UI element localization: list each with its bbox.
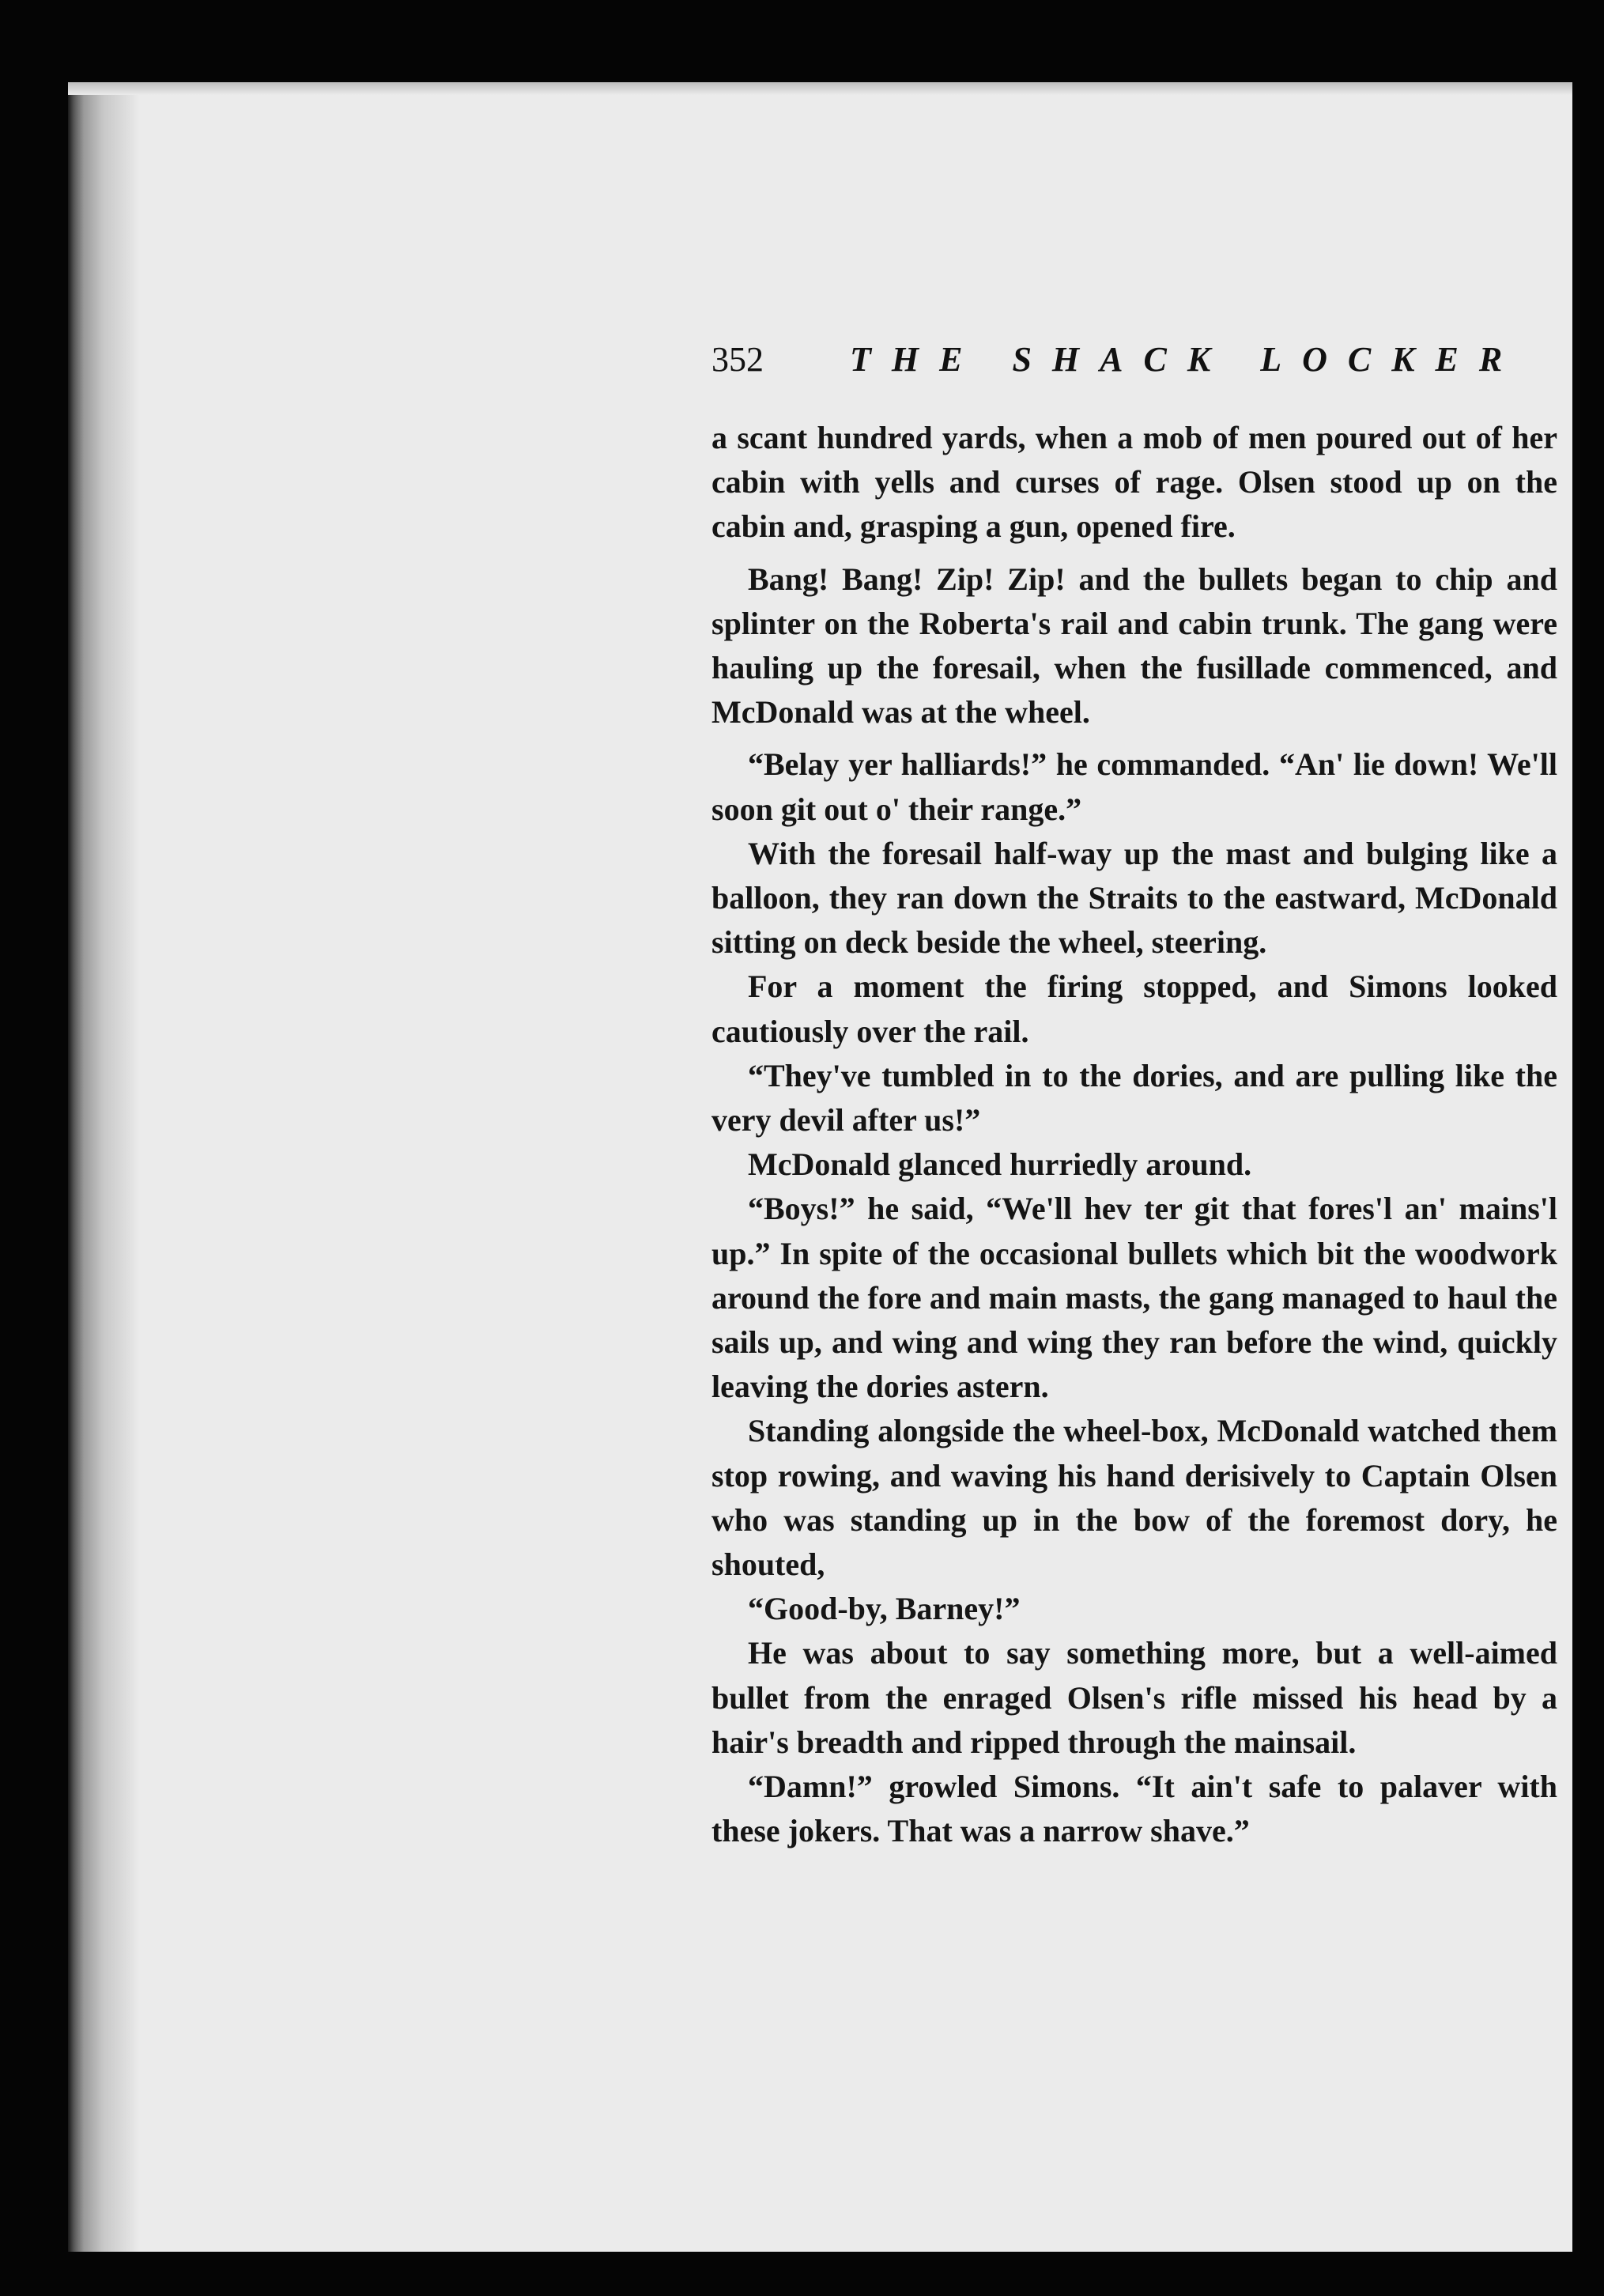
page-number: 352 [711,340,764,379]
paragraph: He was about to say something more, but a well-aimed bullet from the enraged Olsen's rifle missed his head by a hair's breadth and ripped through the mainsail. [711,1635,1557,1760]
paragraph: McDonald glanced hurriedly around. [748,1146,1252,1183]
body-text [711,416,1557,1854]
paragraph: Standing alongside the wheel-box, McDonald watched them stop rowing, and waving his hand derisively to Captain Olsen who was standing up in the bow of the foremost dory, he shouted, [711,1413,1557,1583]
paragraph: “Belay yer halliards!” he commanded. “An' lie down! We'll soon git out o' their range.” [711,746,1557,827]
running-title: THE SHACK LOCKER [850,340,1523,379]
paragraph: “Good-by, Barney!” [748,1591,1021,1627]
paragraph: a scant hundred yards, when a mob of men poured out of her cabin with yells and curses of rage. Olsen stood up on the cabin and, grasping a gun, opened fire. [711,420,1557,545]
paragraph: “They've tumbled in to the dories, and are pulling like the very devil after us!” [711,1057,1557,1139]
paragraph: For a moment the firing stopped, and Simons looked cautiously over the rail. [711,969,1557,1049]
paragraph: With the foresail half-way up the mast and bulging like a balloon, they ran down the Straits to the eastward, McDonald sitting on deck beside the wheel, steering. [711,835,1557,961]
paragraph: “Damn!” growled Simons. “It ain't safe to palaver with these jokers. That was a narrow shave.” [711,1769,1557,1849]
paragraph: Bang! Bang! Zip! Zip! and the bullets began to chip and splinter on the Roberta's rail and cabin trunk. The gang were hauling up the foresail, when the fusillade commenced, and McDonald was at the wheel. [711,561,1557,731]
page-header [711,334,1549,386]
paragraph: “Boys!” he said, “We'll hev ter git that fores'l an' mains'l up.” In spite of the occasional bullets which bit the woodwork around the fore and main masts, the gang managed to haul the sails up, and wing and wing they ran before the wind, quickly leaving the dories astern. [711,1191,1557,1405]
